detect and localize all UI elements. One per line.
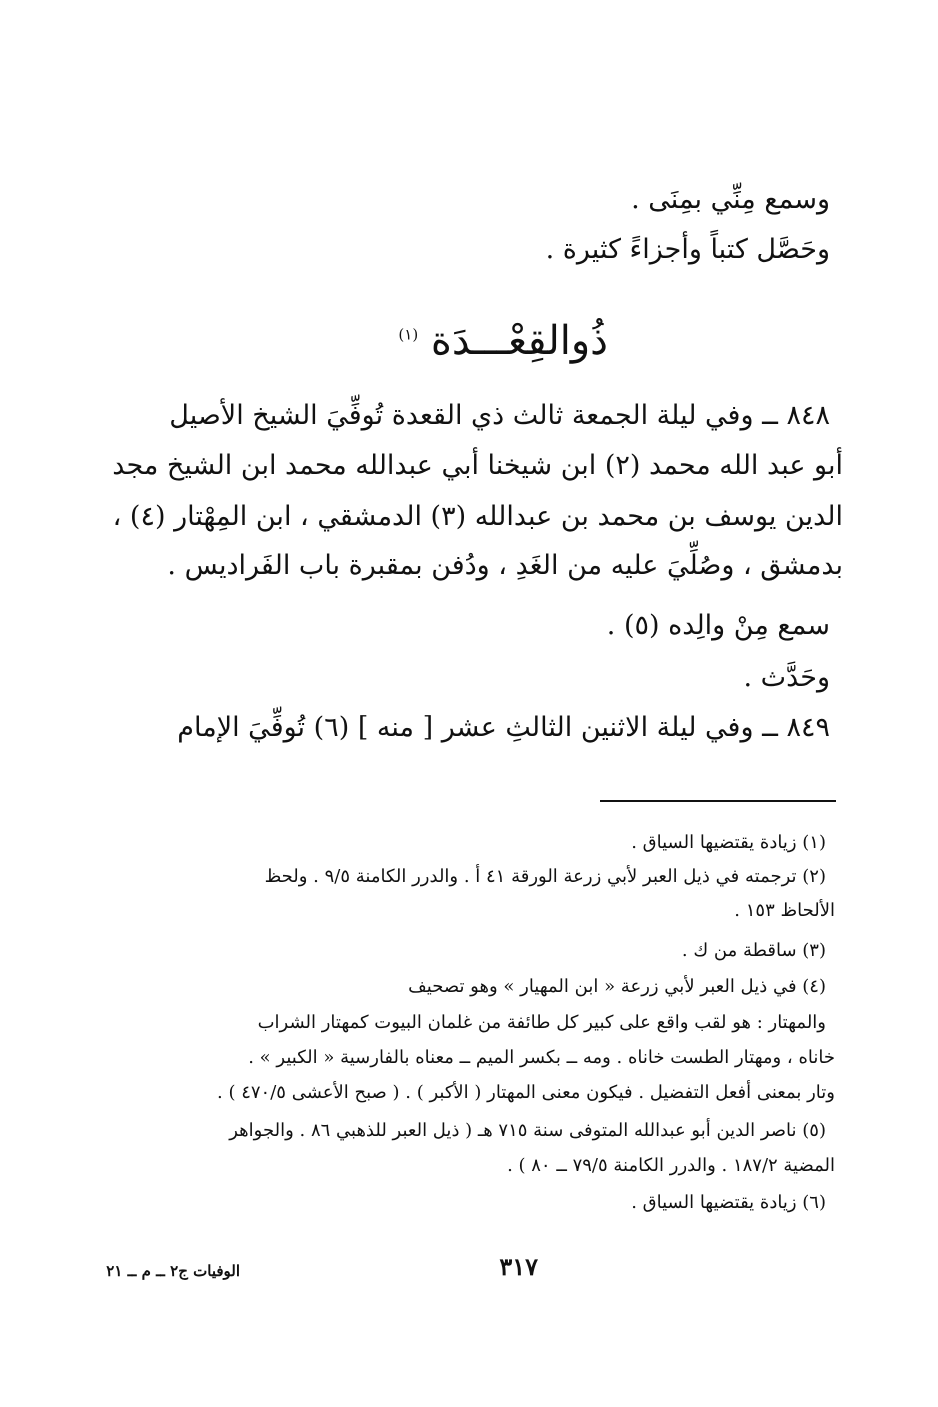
footnote-4-cont-2: خاناه ، ومهتار الطست خاناه . ومه ــ بكسر الميم ــ معناه بالفارسية « الكبير » . [248,1047,835,1068]
footnote-1: (١) زيادة يقتضيها السياق . [631,832,826,853]
footnote-4: (٤) في ذيل العبر لأبي زرعة « ابن المهيار » وهو تصحيف [408,976,826,997]
entry-849-line-1: ٨٤٩ ــ وفي ليلة الاثنين الثالثِ عشر [ منه ] (٦) تُوفِّيَ الإمام [177,712,830,743]
footnote-4-cont-3: وتار بمعنى أفعل التفضيل . فيكون معنى المهتار ( الأكبر ) . ( صبح الأعشى ٤٧٠/٥ ) . [217,1082,835,1103]
month-heading-note-ref: (١) [398,325,419,344]
footnote-5-cont: المضية ١٨٧/٢ . والدرر الكامنة ٧٩/٥ ــ ٨٠ ) . [507,1155,835,1176]
footnote-6: (٦) زيادة يقتضيها السياق . [631,1192,826,1213]
month-heading [398,318,608,364]
footnote-5: (٥) ناصر الدين أبو عبدالله المتوفى سنة ٧١٥ هـ ( ذيل العبر للذهبي ٨٦ . والجواهر [229,1120,826,1141]
footnote-separator [600,800,836,802]
narrated-line: وحَدَّث . [743,662,830,693]
page-number: ٣١٧ [499,1252,538,1281]
entry-848-line-3: الدين يوسف بن محمد بن عبدالله (٣) الدمشقي ، ابن المِهْتار (٤) ، [112,501,843,532]
entry-848-line-1: ٨٤٨ ــ وفي ليلة الجمعة ثالث ذي القعدة تُوفِّيَ الشيخ الأصيل [169,400,830,431]
entry-848-line-4: بدمشق ، وصُلِّيَ عليه من الغَدِ ، ودُفن بمقبرة باب الفَراديس . [167,550,843,581]
continuation-line-1: وسمع مِنِّي بمِنَى . [631,184,830,215]
footnote-2-cont: الألحاظ ١٥٣ . [734,900,835,921]
continuation-line-2: وحَصَّل كتباً وأجزاءً كثيرة . [545,234,830,265]
running-title: الوفيات ج٢ ــ م ــ ٢١ [106,1262,240,1280]
footnote-2: (٢) ترجمته في ذيل العبر لأبي زرعة الورقة ٤١ أ . والدرر الكامنة ٩/٥ . ولحظ [264,866,826,887]
heard-from-line: سمع مِنْ والِده (٥) . [606,610,830,641]
footnote-3: (٣) ساقطة من ك . [681,940,826,961]
month-heading-text: ذُوالقِعْـــدَة [430,318,608,364]
footnote-4-cont-1: والمهتار : هو لقب واقع على كبير كل طائفة من غلمان البيوت كمهتار الشراب [257,1012,826,1033]
entry-848-line-2: أبو عبد الله محمد (٢) ابن شيخنا أبي عبدالله محمد ابن الشيخ مجد [112,450,843,481]
